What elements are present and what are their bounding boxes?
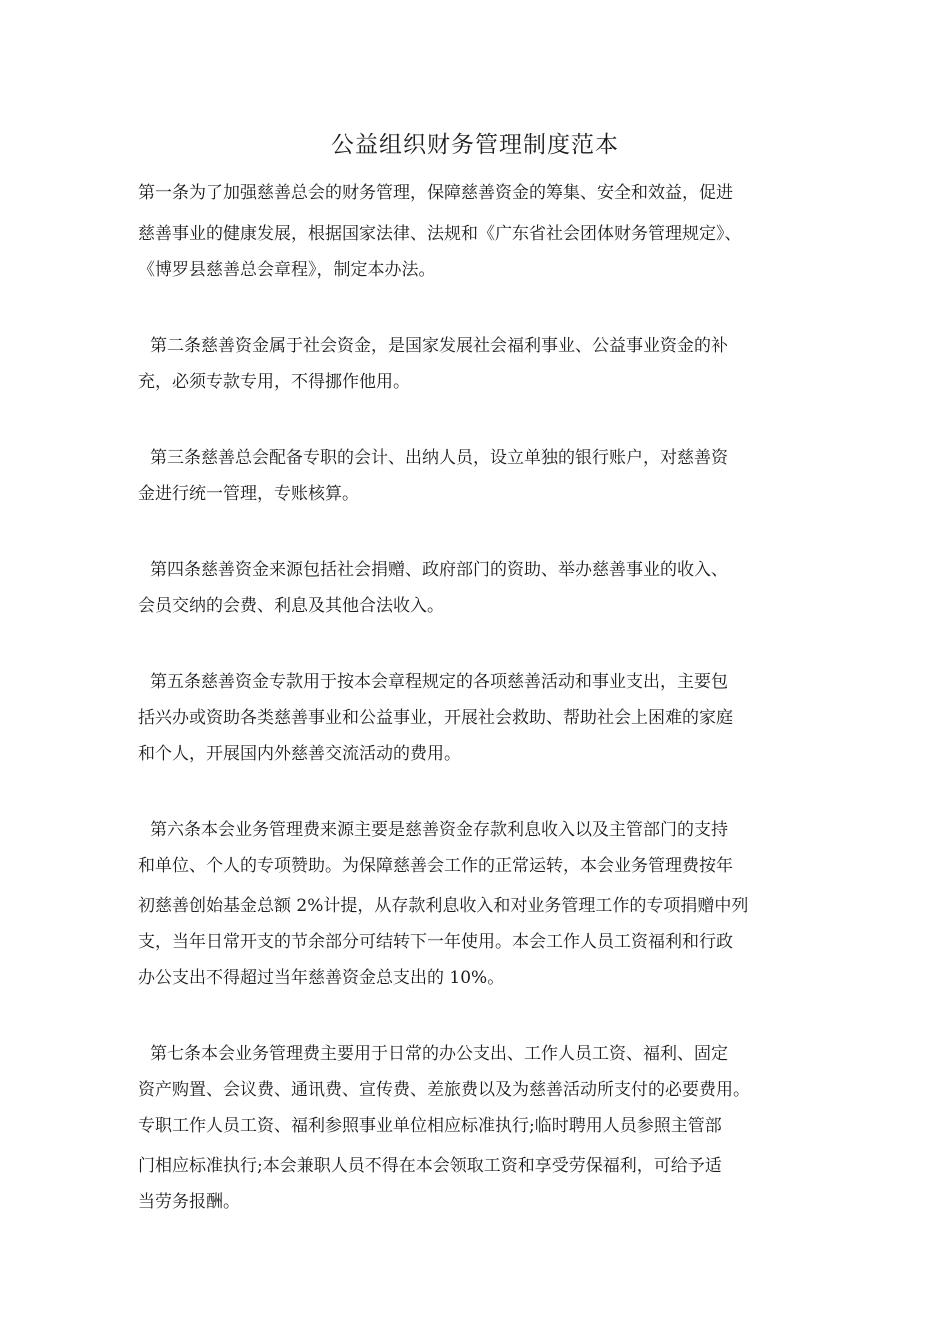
paragraph-line: 充，必须专款专用，不得挪作他用。 <box>138 372 410 392</box>
paragraph-line: 和个人，开展国内外慈善交流活动的费用。 <box>138 744 461 764</box>
paragraph-line: 初慈善创始基金总额 2%计提，从存款利息收入和对业务管理工作的专项捐赠中列 <box>138 896 749 916</box>
paragraph-line: 金进行统一管理，专账核算。 <box>138 484 359 504</box>
paragraph-line: 门相应标准执行;本会兼职人员不得在本会领取工资和享受劳保福利，可给予适 <box>138 1156 722 1176</box>
paragraph-line: 《博罗县慈善总会章程》，制定本办法。 <box>138 260 436 280</box>
document-title: 公益组织财务管理制度范本 <box>331 132 619 158</box>
paragraph-line: 会员交纳的会费、利息及其他合法收入。 <box>138 596 444 616</box>
paragraph-line: 支，当年日常开支的节余部分可结转下一年使用。本会工作人员工资福利和行政 <box>138 932 733 952</box>
paragraph-line: 第七条本会业务管理费主要用于日常的办公支出、工作人员工资、福利、固定 <box>150 1044 728 1064</box>
paragraph-line: 第六条本会业务管理费来源主要是慈善资金存款利息收入以及主管部门的支持 <box>150 820 728 840</box>
paragraph-line: 第四条慈善资金来源包括社会捐赠、政府部门的资助、举办慈善事业的收入、 <box>150 560 728 580</box>
paragraph-line: 专职工作人员工资、福利参照事业单位相应标准执行;临时聘用人员参照主管部 <box>138 1116 722 1136</box>
paragraph-line: 慈善事业的健康发展，根据国家法律、法规和《广东省社会团体财务管理规定》、 <box>138 224 742 244</box>
paragraph-line: 当劳务报酬。 <box>138 1192 240 1212</box>
paragraph-line: 第三条慈善总会配备专职的会计、出纳人员，设立单独的银行账户，对慈善资 <box>150 448 728 468</box>
paragraph-line: 和单位、个人的专项赞助。为保障慈善会工作的正常运转，本会业务管理费按年 <box>138 856 733 876</box>
paragraph-line: 第二条慈善资金属于社会资金，是国家发展社会福利事业、公益事业资金的补 <box>150 336 728 356</box>
paragraph-line: 第五条慈善资金专款用于按本会章程规定的各项慈善活动和事业支出，主要包 <box>150 672 728 692</box>
paragraph-line: 资产购置、会议费、通讯费、宣传费、差旅费以及为慈善活动所支付的必要费用。 <box>138 1080 750 1100</box>
paragraph-line: 括兴办或资助各类慈善事业和公益事业，开展社会救助、帮助社会上困难的家庭 <box>138 708 733 728</box>
paragraph-line: 办公支出不得超过当年慈善资金总支出的 10%。 <box>138 968 505 988</box>
paragraph-line: 第一条为了加强慈善总会的财务管理，保障慈善资金的筹集、安全和效益，促进 <box>138 183 733 203</box>
